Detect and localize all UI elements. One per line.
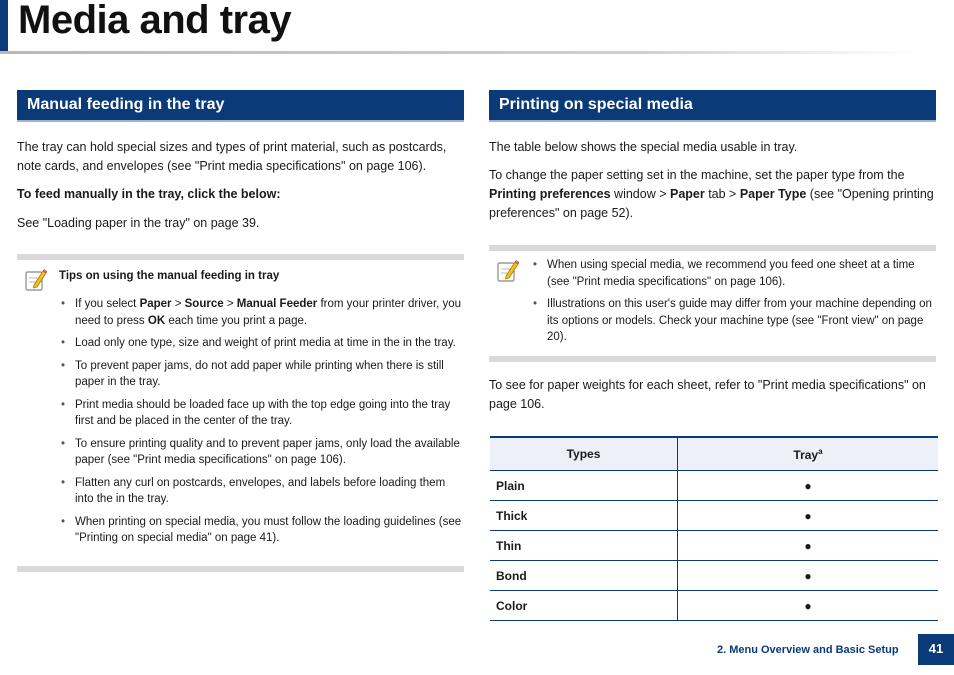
list-item: • Print media should be loaded face up with the top edge going into the tray first and be placed in the center of the tray. — [59, 397, 463, 430]
tips-box — [17, 254, 464, 572]
list-item: • When printing on special media, you must follow the loading guidelines (see "Printing on special media" on page 41). — [59, 514, 463, 547]
note-pencil-icon — [497, 259, 519, 283]
list-item: • Illustrations on this user's guide may differ from your machine depending on its options or models. Check your machine type (see "Front view" on page 20). — [531, 296, 935, 346]
media-type-cell: Bond — [490, 561, 678, 591]
list-item: • To ensure printing quality and to prevent paper jams, only load the available paper (see "Print media specifications" on page 106). — [59, 436, 463, 469]
column-header-tray: Tray$^a$ — [678, 437, 939, 471]
left-instruction-text: To feed manually in the tray, click the below: — [17, 187, 281, 201]
right-weights-text: To see for paper weights for each sheet, refer to "Print media specifications" on page 106. — [489, 378, 926, 411]
media-type-cell: Color — [490, 591, 678, 621]
right-intro-text: The table below shows the special media usable in tray. — [489, 140, 798, 154]
list-item: • To prevent paper jams, do not add paper while printing when there is still paper in the tray. — [59, 358, 463, 391]
table-row — [490, 591, 938, 621]
left-see-text: See "Loading paper in the tray" on page 39. — [17, 216, 260, 230]
title-accent-bar — [0, 0, 8, 52]
tray-support-cell: ● — [678, 501, 939, 531]
list-item: • Load only one type, size and weight of print media at time in the in the tray. — [59, 335, 463, 352]
page-number: 41 — [918, 634, 954, 665]
list-item: • Flatten any curl on postcards, envelopes, and labels before loading them into the in the tray. — [59, 475, 463, 508]
section-heading-manual-feeding: Manual feeding in the tray — [17, 90, 464, 122]
tray-support-cell: ● — [678, 471, 939, 501]
media-type-cell: Thick — [490, 501, 678, 531]
media-type-cell: Plain — [490, 471, 678, 501]
tray-support-cell: ● — [678, 591, 939, 621]
notes-box — [489, 245, 936, 362]
note-pencil-icon — [25, 268, 47, 292]
column-header-types: Types — [490, 437, 678, 471]
media-type-cell: Thin — [490, 531, 678, 561]
tips-list — [59, 296, 463, 547]
right-change-text: To change the paper setting set in the machine, set the paper type from the Printing preferences window > Paper tab > Paper Type (see "Opening printing preferences" on page 52). — [489, 168, 934, 220]
page-title: Media and tray — [18, 0, 292, 42]
table-row — [490, 531, 938, 561]
section-heading-special-media: Printing on special media — [489, 90, 936, 122]
tray-support-cell: ● — [678, 561, 939, 591]
list-item: • When using special media, we recommend you feed one sheet at a time (see "Print media specifications" on page 106). — [531, 257, 935, 290]
tray-support-cell: ● — [678, 531, 939, 561]
table-row — [490, 561, 938, 591]
tips-title: Tips on using the manual feeding in tray — [59, 270, 280, 282]
table-row — [490, 501, 938, 531]
left-intro-text: The tray can hold special sizes and types of print material, such as postcards, note cards, and envelopes (see "Print media specifications" on page 106). — [17, 140, 447, 173]
notes-list — [531, 257, 935, 346]
list-item: • If you select Paper > Source > Manual Feeder from your printer driver, you need to press OK each time you print a page. — [59, 296, 463, 329]
table-header-row — [490, 437, 938, 471]
special-media-table — [490, 436, 938, 621]
title-divider — [0, 51, 920, 54]
table-row — [490, 471, 938, 501]
footer-chapter-label: 2. Menu Overview and Basic Setup — [717, 644, 899, 656]
